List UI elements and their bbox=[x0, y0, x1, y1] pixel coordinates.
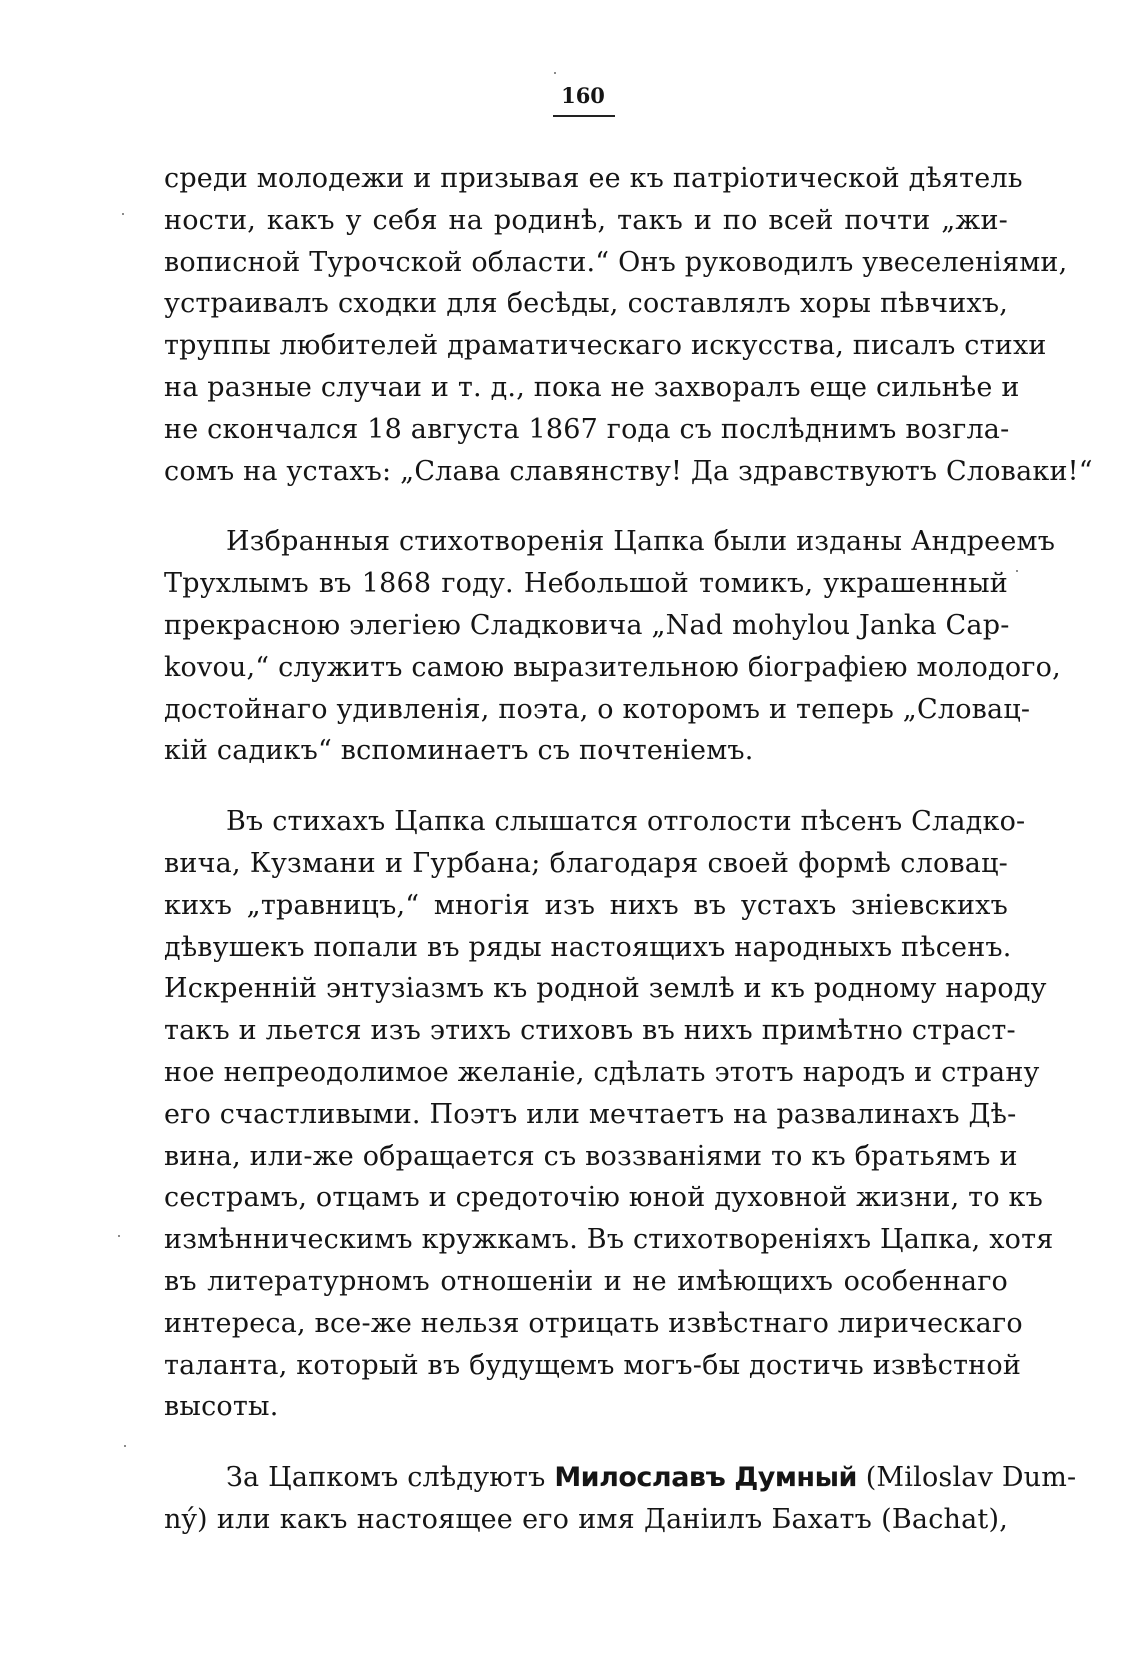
paragraph-3 bbox=[164, 801, 1054, 1428]
text-line: на разные случаи и т. д., пока не захворалъ еще сильнѣе и bbox=[164, 371, 1020, 403]
text-line: Искренній энтузіазмъ къ родной землѣ и къ родному народу bbox=[164, 973, 1047, 1005]
scan-speck bbox=[1016, 570, 1018, 572]
text-line: не скончался 18 августа 1867 года съ послѣднимъ возгла- bbox=[164, 413, 1010, 445]
text-segment: За Цапкомъ слѣдуютъ bbox=[226, 1462, 555, 1494]
paragraph-gap bbox=[164, 492, 1008, 521]
text-line: сестрамъ, отцамъ и средоточію юной духовной жизни, то къ bbox=[164, 1182, 1044, 1214]
text-segment: (Miloslav Dum- bbox=[856, 1462, 1077, 1494]
text-line: труппы любителей драматическаго искусства, писалъ стихи bbox=[164, 330, 1047, 362]
text-line: ности, какъ у себя на родинѣ, такъ и по всей почти „жи- bbox=[164, 204, 1008, 236]
text-line: среди молодежи и призывая ее къ патріотической дѣятель bbox=[164, 163, 1023, 194]
text-line: дѣвушекъ попали въ ряды настоящихъ народныхъ пѣсенъ. bbox=[164, 931, 1012, 963]
text-line: Въ стихахъ Цапка слышатся отголости пѣсенъ Сладко- bbox=[226, 806, 1026, 838]
text-line: въ литературномъ отношеніи и не имѣющихъ особеннаго bbox=[164, 1265, 1008, 1297]
paragraph-2 bbox=[164, 521, 1061, 772]
scan-speck bbox=[554, 72, 556, 74]
page-number-rule bbox=[553, 115, 615, 117]
text-line: высоты. bbox=[164, 1391, 279, 1423]
text-line: интереса, все-же нельзя отрицать извѣстнаго лирическаго bbox=[164, 1307, 1023, 1339]
page-number: 160 bbox=[561, 83, 605, 108]
text-line: вописной Турочской области.“ Онъ руководилъ увеселеніями, bbox=[164, 246, 1068, 278]
scan-speck bbox=[124, 1445, 126, 1447]
text-line: вина, или-же обращается съ воззваніями то къ братьямъ и bbox=[164, 1140, 1018, 1172]
scan-speck bbox=[118, 1235, 120, 1237]
scan-speck bbox=[122, 213, 124, 215]
paragraph-gap bbox=[164, 1428, 1008, 1457]
paragraph-4 bbox=[164, 1457, 1077, 1541]
text-body bbox=[164, 158, 1093, 1541]
paragraph-1 bbox=[164, 158, 1093, 492]
text-line: измѣнническимъ кружкамъ. Въ стихотвореніяхъ Цапка, хотя bbox=[164, 1224, 1054, 1256]
text-line: сомъ на устахъ: „Слава славянству! Да здравствуютъ Словаки!“ bbox=[164, 455, 1093, 487]
text-line bbox=[164, 1457, 1077, 1499]
text-line: Трухлымъ въ 1868 году. Небольшой томикъ, украшенный bbox=[164, 568, 1008, 600]
text-line: таланта, который въ будущемъ могъ-бы достичь извѣстной bbox=[164, 1349, 1022, 1381]
text-line: вича, Кузмани и Гурбана; благодаря своей формѣ словац- bbox=[164, 847, 1008, 879]
text-line: кій садикъ“ вспоминаетъ съ почтеніемъ. bbox=[164, 735, 754, 767]
paragraph-gap bbox=[164, 772, 1008, 801]
text-line: прекрасною элегіею Сладковича „Nad mohylou Janka Cap- bbox=[164, 609, 1010, 641]
text-line: кихъ „травницъ,“ многія изъ нихъ въ устахъ зніевскихъ bbox=[164, 889, 1008, 921]
text-line: ný) или какъ настоящее его имя Даніилъ Бахатъ (Bachat), bbox=[164, 1503, 1008, 1535]
text-line: kovou,“ служитъ самою выразительною біографіею молодого, bbox=[164, 651, 1061, 683]
text-line: достойнаго удивленія, поэта, о которомъ и теперь „Словац- bbox=[164, 693, 1031, 725]
author-name-bold: Милославъ Думный bbox=[554, 1462, 857, 1494]
text-line: его счастливыми. Поэтъ или мечтаетъ на развалинахъ Дѣ- bbox=[164, 1098, 1017, 1130]
text-line: устраивалъ сходки для бесѣды, составлялъ хоры пѣвчихъ, bbox=[164, 288, 1008, 320]
text-line: ное непреодолимое желаніе, сдѣлать этотъ народъ и страну bbox=[164, 1056, 1040, 1088]
text-line: Избранныя стихотворенія Цапка были изданы Андреемъ bbox=[226, 526, 1056, 558]
text-line: такъ и льется изъ этихъ стиховъ въ нихъ примѣтно страст- bbox=[164, 1015, 1016, 1047]
